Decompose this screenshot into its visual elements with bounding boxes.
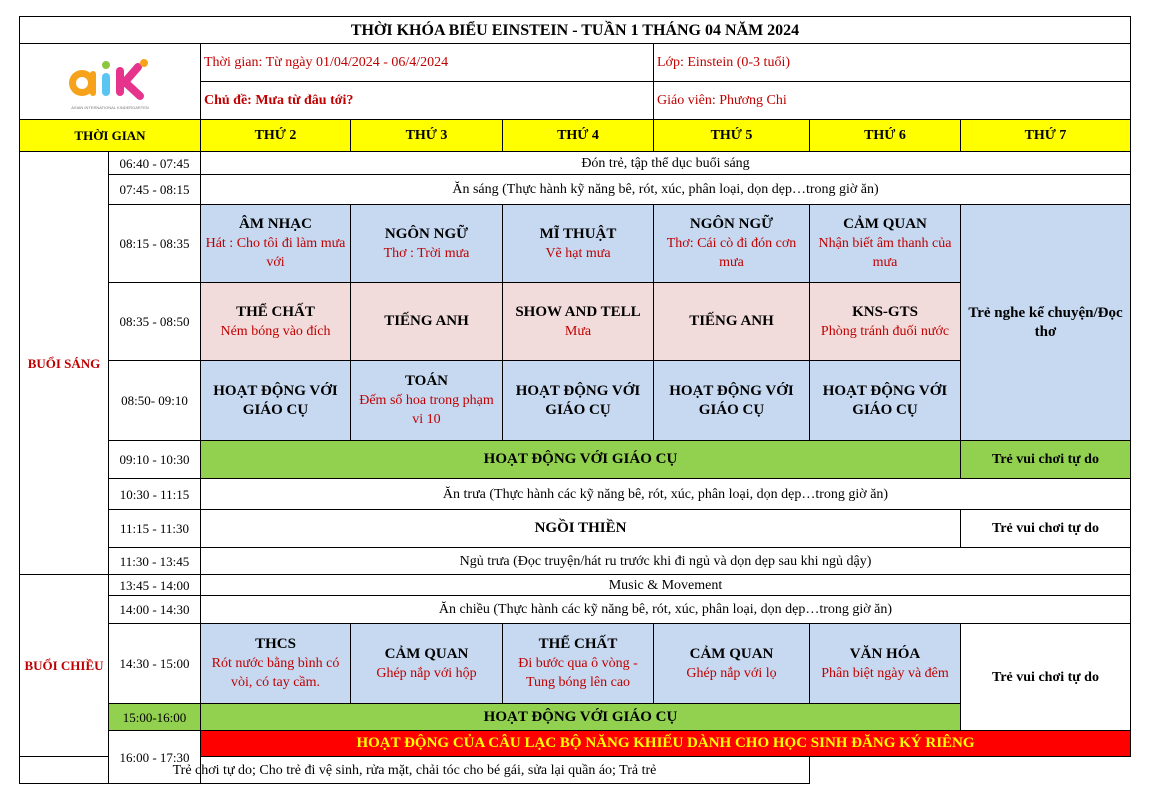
lesson-cell [503,624,654,704]
activity-row: Ăn chiều (Thực hành các kỹ năng bê, rót, xúc, phân loại, dọn dẹp…trong giờ ăn) [201,596,1131,624]
saturday-free-play: Trẻ vui chơi tự do [961,624,1131,731]
header-day: THỨ 7 [961,120,1131,152]
lesson-cell [654,283,810,361]
lesson-desc: Ghép nắp với lọ [686,665,777,681]
lesson-cell [810,361,961,441]
lesson-cell [503,205,654,283]
info-teacher: Giáo viên: Phương Chi [654,82,1131,120]
header-day: THỨ 5 [654,120,810,152]
lesson-cell [810,205,961,283]
saturday-free-play: Trẻ vui chơi tự do [961,441,1131,479]
time-slot: 10:30 - 11:15 [109,479,201,510]
time-slot: 11:30 - 13:45 [109,548,201,575]
header-day: THỨ 6 [810,120,961,152]
lesson-subject: TOÁN [404,373,449,389]
activity-row: HOẠT ĐỘNG VỚI GIÁO CỤ [201,441,961,479]
time-slot: 08:15 - 08:35 [109,205,201,283]
lesson-cell [201,283,351,361]
header-day: THỨ 3 [351,120,503,152]
activity-row: Music & Movement [201,575,1131,596]
saturday-morning-activity: Trẻ nghe kể chuyện/Đọc thơ [961,205,1131,441]
lesson-subject: TIẾNG ANH [689,313,774,329]
lesson-subject: CẢM QUAN [689,645,774,662]
lesson-desc: Đi bước qua ô vòng - Tung bóng lên cao [518,656,638,690]
lesson-cell [351,361,503,441]
time-slot: 14:30 - 15:00 [109,624,201,704]
lesson-subject: SHOW AND TELL [515,303,641,320]
lesson-subject: CẢM QUAN [384,645,469,662]
lesson-subject: THCS [255,636,296,652]
lesson-cell [654,361,810,441]
lesson-cell [201,205,351,283]
lesson-desc: Ghép nắp với hộp [376,665,477,681]
lesson-subject: HOẠT ĐỘNG VỚI GIÁO CỤ [213,382,338,418]
header-day: THỨ 2 [201,120,351,152]
info-time: Thời gian: Từ ngày 01/04/2024 - 06/4/2024 [201,44,654,82]
lesson-desc: Đếm số hoa trong phạm vi 10 [359,393,494,427]
activity-row: Ăn trưa (Thực hành các kỹ năng bê, rót, xúc, phân loại, dọn dẹp…trong giờ ăn) [201,479,1131,510]
time-slot: 15:00-16:00 [109,704,201,731]
lesson-cell [503,283,654,361]
lesson-cell [503,361,654,441]
activity-row: Ăn sáng (Thực hành kỹ năng bê, rót, xúc, phân loại, dọn dẹp…trong giờ ăn) [201,175,1131,205]
lesson-subject: NGÔN NGỮ [384,225,469,242]
lesson-desc: Hát : Cho tôi đi làm mưa với [205,236,346,270]
time-slot: 16:00 - 17:30 [109,731,201,784]
lesson-cell [201,624,351,704]
saturday-free-play: Trẻ vui chơi tự do [961,510,1131,548]
lesson-cell [654,624,810,704]
lesson-cell [810,283,961,361]
lesson-desc: Mưa [564,323,592,339]
lesson-desc: Phòng tránh đuối nước [820,323,950,339]
time-slot: 07:45 - 08:15 [109,175,201,205]
lesson-subject: ÂM NHẠC [239,216,312,232]
activity-row: HOẠT ĐỘNG VỚI GIÁO CỤ [201,704,961,731]
lesson-subject: THỂ CHẤT [538,636,618,652]
time-slot: 13:45 - 14:00 [109,575,201,596]
time-slot: 14:00 - 14:30 [109,596,201,624]
header-day: THỨ 4 [503,120,654,152]
time-slot: 08:50- 09:10 [109,361,201,441]
time-slot: 06:40 - 07:45 [109,152,201,175]
time-slot: 08:35 - 08:50 [109,283,201,361]
aik-logo-icon [60,53,160,113]
lesson-cell [654,205,810,283]
lesson-cell [201,361,351,441]
lesson-desc: Vẽ hạt mưa [545,245,611,261]
session-morning: BUỔI SÁNG [20,152,109,575]
time-slot: 09:10 - 10:30 [109,441,201,479]
lesson-subject: HOẠT ĐỘNG VỚI GIÁO CỤ [515,382,641,418]
session-afternoon: BUỔI CHIỀU [20,575,109,757]
lesson-subject: VĂN HÓA [849,645,921,662]
lesson-desc: Rót nước bằng bình có vòi, có tay cầm. [211,656,340,690]
lesson-cell [351,283,503,361]
activity-row: Đón trẻ, tập thể dục buổi sáng [201,152,1131,175]
lesson-subject: TIẾNG ANH [384,313,469,329]
lesson-subject: MĨ THUẬT [539,225,617,242]
lesson-cell [351,624,503,704]
lesson-desc: Ném bóng vào đích [220,323,331,339]
time-slot: 11:15 - 11:30 [109,510,201,548]
page-title: THỜI KHÓA BIỂU EINSTEIN - TUẦN 1 THÁNG 04 NĂM 2024 [20,17,1131,44]
lesson-subject: NGÔN NGỮ [689,216,774,232]
lesson-desc: Thơ: Cái cò đi đón cơn mưa [666,236,797,270]
activity-row: Ngủ trưa (Đọc truyện/hát ru trước khi đi ngủ và dọn dẹp sau khi ngủ dậy) [201,548,1131,575]
lesson-cell [351,205,503,283]
info-topic: Chủ đề: Mưa từ đâu tới? [201,82,654,120]
lesson-subject: THỂ CHẤT [236,303,315,320]
lesson-subject: HOẠT ĐỘNG VỚI GIÁO CỤ [822,382,948,418]
lesson-subject: CẢM QUAN [843,216,927,232]
header-time: THỜI GIAN [20,120,201,152]
logo [20,44,201,120]
lesson-desc: Phân biệt ngày và đêm [821,665,949,681]
logo-subtext: ASIAN INTERNATIONAL KINDERGARTEN [71,105,149,110]
activity-row: Trẻ chơi tự do; Cho trẻ đi vệ sinh, rửa mặt, chải tóc cho bé gái, sửa lại quần áo; Trả trẻ [20,757,810,784]
info-class: Lớp: Einstein (0-3 tuổi) [654,44,1131,82]
lesson-subject: KNS-GTS [852,303,918,320]
lesson-desc: Nhận biết âm thanh của mưa [818,236,952,270]
timetable [19,16,1131,784]
lesson-cell [810,624,961,704]
lesson-desc: Thơ : Trời mưa [383,245,470,261]
activity-row: NGỒI THIỀN [201,510,961,548]
club-activity-banner: HOẠT ĐỘNG CỦA CÂU LẠC BỘ NĂNG KHIẾU DÀNH CHO HỌC SINH ĐĂNG KÝ RIÊNG [201,731,1131,757]
lesson-subject: HOẠT ĐỘNG VỚI GIÁO CỤ [669,382,794,418]
